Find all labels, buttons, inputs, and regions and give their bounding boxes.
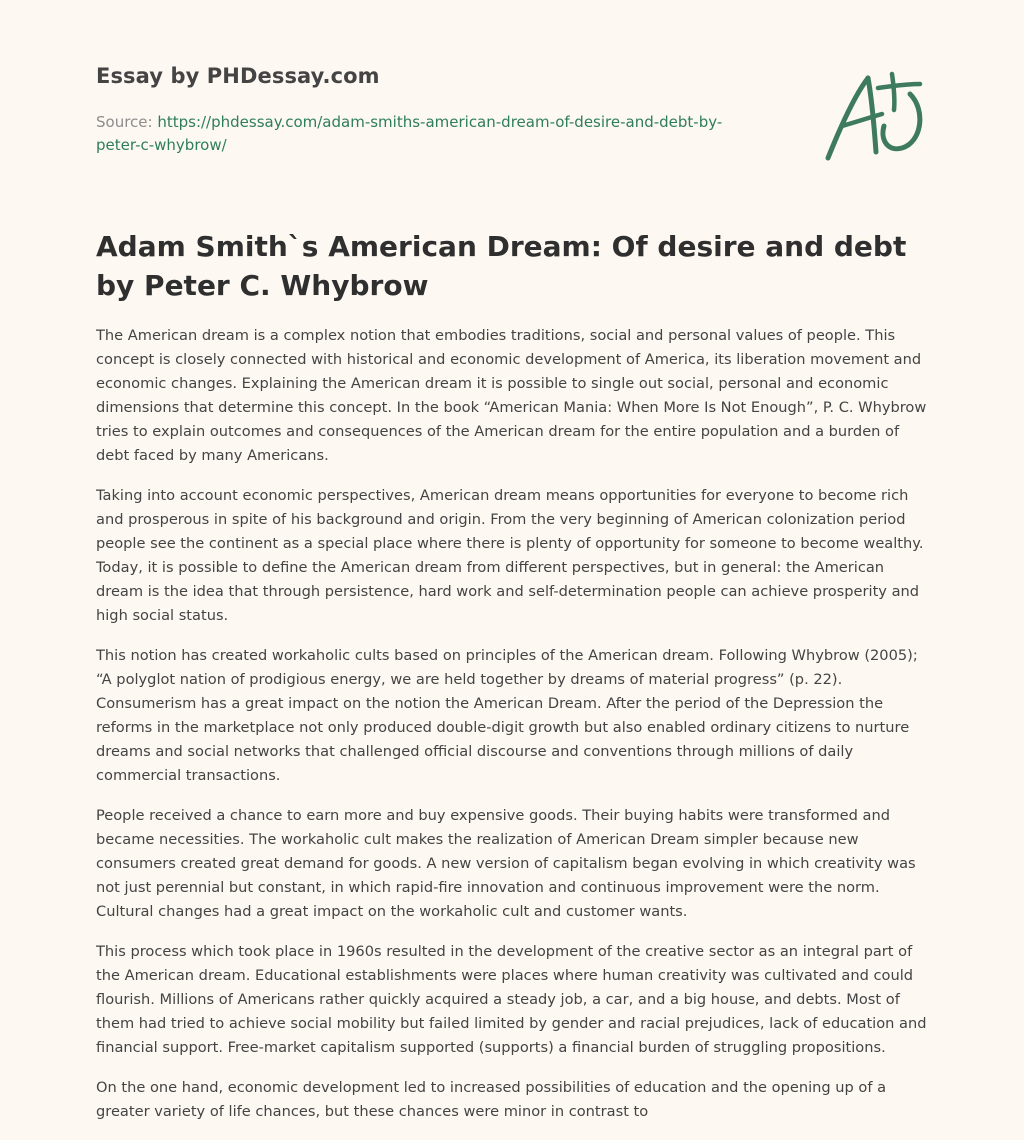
essay-paragraph: This notion has created workaholic cults based on principles of the American dream. Following Whybrow (2005); “A polyglot nation of prodigious energy, we are held together by dreams of material progress” (p. 22). Consumerism has a great impact on the notion the American Dream. After the period of the Depression the reforms in the marketplace not only produced double-digit growth but also enabled ordinary citizens to nurture dreams and social networks that challenged official discourse and conventions through millions of daily commercial transactions. — [96, 647, 918, 784]
essay-paragraph: Taking into account economic perspectives, American dream means opportunities for everyone to become rich and prosperous in spite of his background and origin. From the very beginning of American colonization period people see the continent as a special place where there is plenty of opportunity for someone to become wealthy. Today, it is possible to define the American dream from different perspectives, but in general: the American dream is the idea that through persistence, hard work and self-determination people can achieve prosperity and high social status. — [96, 487, 924, 624]
essay-paragraph: On the one hand, economic development led to increased possibilities of education and the opening up of a greater variety of life chances, but these chances were minor in contrast to — [96, 1079, 887, 1120]
a-plus-grade-icon — [822, 66, 932, 166]
essay-title: Adam Smith`s American Dream: Of desire and debt by Peter C. Whybrow — [96, 230, 907, 302]
site-title: Essay by PHDessay.com — [96, 64, 380, 88]
essay-paragraph: This process which took place in 1960s resulted in the development of the creative sector as an integral part of the American dream. Educational establishments were places where human creativity was cultivated and could flourish. Millions of Americans rather quickly acquired a steady job, a car, and a big house, and debts. Most of them had tried to achieve social mobility but failed limited by gender and racial prejudices, lack of education and financial support. Free-market capitalism supported (supports) a financial burden of struggling propositions. — [96, 943, 927, 1056]
source-link[interactable]: https://phdessay.com/adam-smiths-american-dream-of-desire-and-debt-by-peter-c-whybrow/ — [96, 113, 723, 154]
essay-body — [96, 324, 928, 1140]
essay-paragraph: The American dream is a complex notion that embodies traditions, social and personal values of people. This concept is closely connected with historical and economic development of America, its liberation movement and economic changes. Explaining the American dream it is possible to single out social, personal and economic dimensions that determine this concept. In the book “American Mania: When More Is Not Enough”, P. C. Whybrow tries to explain outcomes and consequences of the American dream for the entire population and a burden of debt faced by many Americans. — [96, 327, 927, 464]
source-line — [96, 111, 746, 157]
source-label: Source: — [96, 113, 158, 131]
essay-paragraph: People received a chance to earn more and buy expensive goods. Their buying habits were transformed and became necessities. The workaholic cult makes the realization of American Dream simpler because new consumers created great demand for goods. A new version of capitalism began evolving in which creativity was not just perennial but constant, in which rapid-fire innovation and continuous improvement were the norm. Cultural changes had a great impact on the workaholic cult and customer wants. — [96, 807, 916, 920]
